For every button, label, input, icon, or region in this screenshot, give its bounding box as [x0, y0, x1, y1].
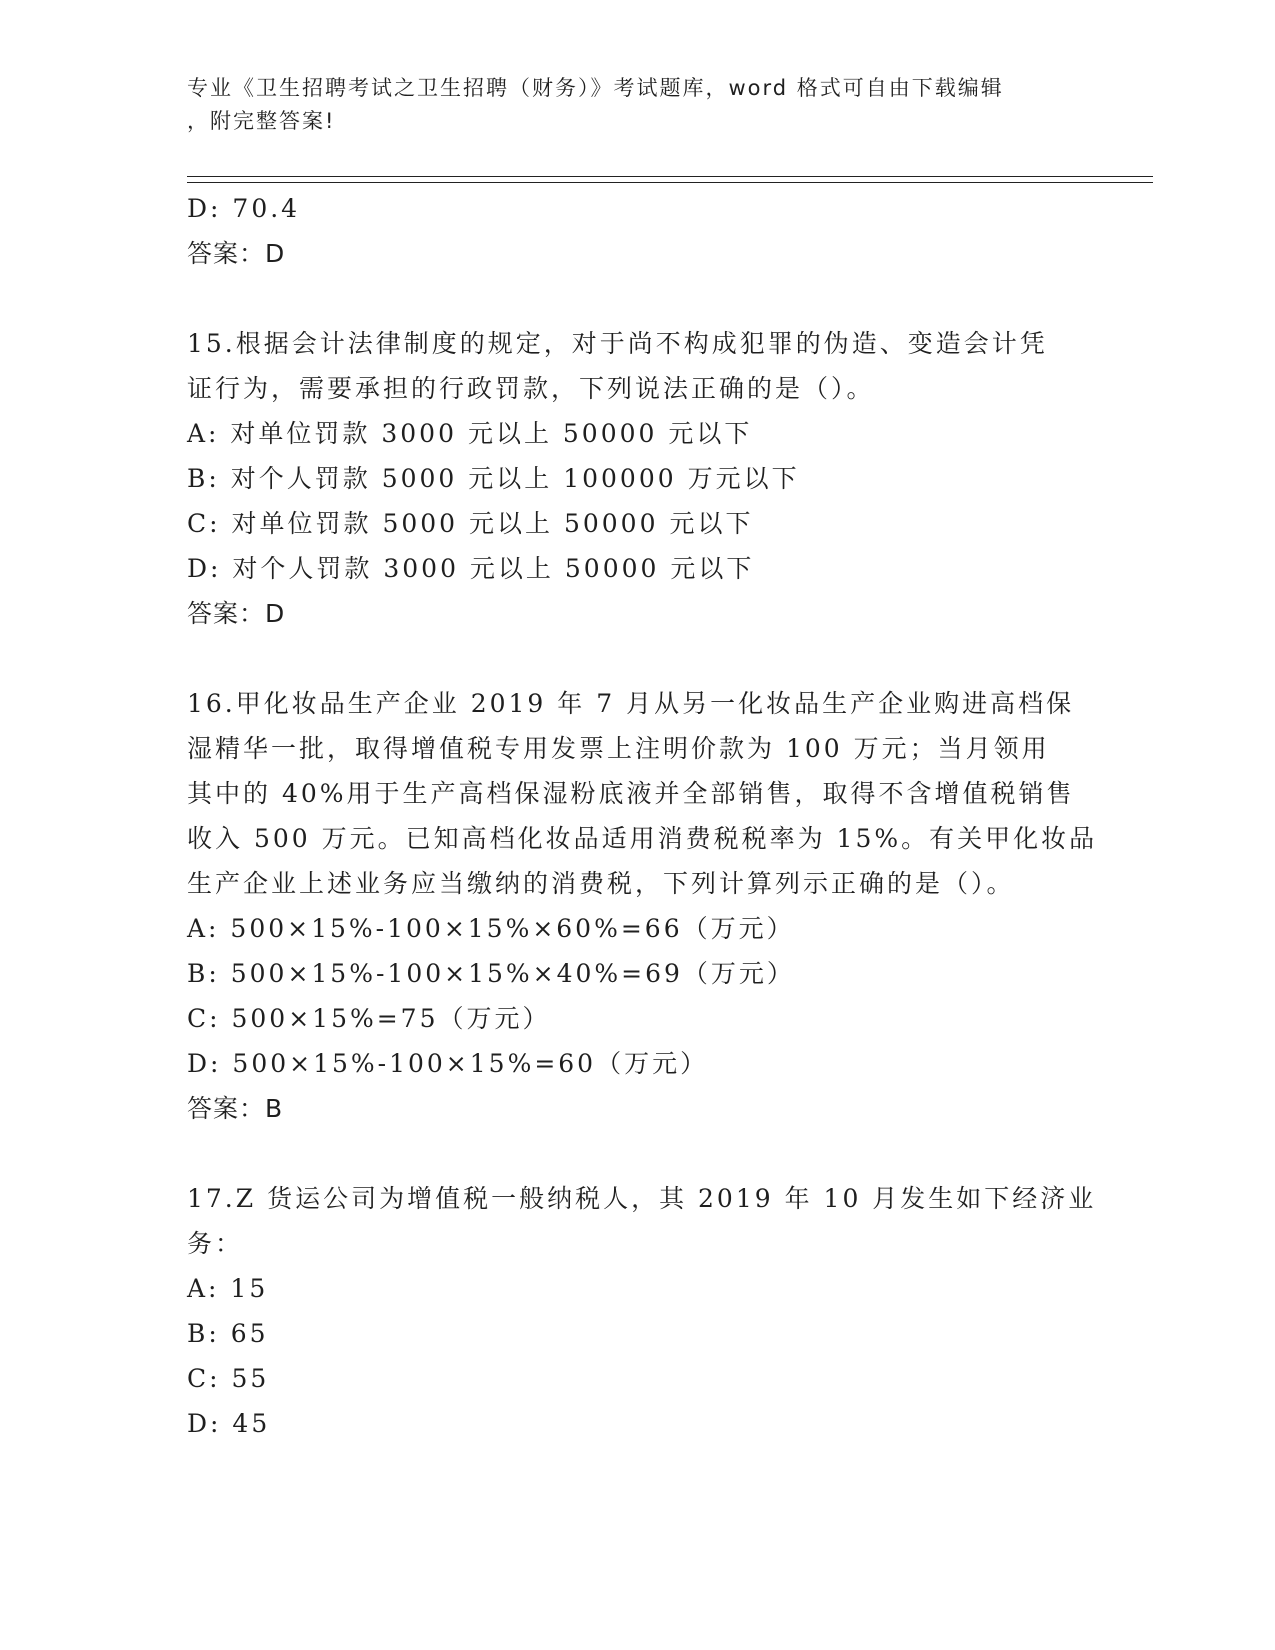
header-line-2: ，附完整答案!	[187, 109, 336, 133]
q16-option-b: B: 500×15%-100×15%×40%=69（万元）	[187, 959, 795, 988]
q17-option-d: D: 45	[187, 1409, 271, 1438]
q17-option-c: C: 55	[187, 1364, 270, 1393]
q16-stem-line-2: 湿精华一批，取得增值税专用发票上注明价款为 100 万元；当月领用	[187, 734, 1050, 763]
q17-stem-line-2: 务：	[187, 1229, 244, 1258]
q16-option-a: A: 500×15%-100×15%×60%=66（万元）	[187, 914, 795, 943]
q16-option-d: D: 500×15%-100×15%=60（万元）	[187, 1049, 709, 1078]
header-rule-bottom	[187, 182, 1153, 183]
question-14	[187, 186, 1087, 276]
q16-stem-line-1: 16.甲化妆品生产企业 2019 年 7 月从另一化妆品生产企业购进高档保	[187, 689, 1075, 718]
spacer	[187, 1131, 1087, 1176]
spacer	[187, 276, 1087, 321]
q17-option-a: A: 15	[187, 1274, 269, 1303]
document-header	[187, 72, 1067, 138]
q15-stem-line-1: 15.根据会计法律制度的规定，对于尚不构成犯罪的伪造、变造会计凭	[187, 329, 1048, 358]
q15-option-d: D: 对个人罚款 3000 元以上 50000 元以下	[187, 554, 755, 583]
header-rule-top	[187, 176, 1153, 177]
question-15	[187, 321, 1087, 636]
q16-stem-line-5: 生产企业上述业务应当缴纳的消费税，下列计算列示正确的是（）。	[187, 869, 1015, 898]
q17-option-b: B: 65	[187, 1319, 269, 1348]
q14-answer: 答案：D	[187, 239, 286, 268]
question-16	[187, 681, 1098, 1131]
q14-option-d: D: 70.4	[187, 194, 301, 223]
q16-option-c: C: 500×15%=75（万元）	[187, 1004, 551, 1033]
q15-answer: 答案：D	[187, 599, 286, 628]
spacer	[187, 636, 1087, 681]
document-body	[187, 186, 1098, 1446]
header-line-1: 专业《卫生招聘考试之卫生招聘（财务）》考试题库，word 格式可自由下载编辑	[187, 76, 1004, 100]
q16-stem-line-4: 收入 500 万元。已知高档化妆品适用消费税税率为 15%。有关甲化妆品	[187, 824, 1098, 853]
q15-option-c: C: 对单位罚款 5000 元以上 50000 元以下	[187, 509, 754, 538]
q16-answer: 答案：B	[187, 1094, 284, 1123]
q16-stem-line-3: 其中的 40%用于生产高档保湿粉底液并全部销售，取得不含增值税销售	[187, 779, 1075, 808]
q17-stem-line-1: 17.Z 货运公司为增值税一般纳税人，其 2019 年 10 月发生如下经济业	[187, 1184, 1097, 1213]
question-17	[187, 1176, 1097, 1446]
q15-option-b: B: 对个人罚款 5000 元以上 100000 万元以下	[187, 464, 800, 493]
q15-stem-line-2: 证行为，需要承担的行政罚款，下列说法正确的是（）。	[187, 374, 875, 403]
q15-option-a: A: 对单位罚款 3000 元以上 50000 元以下	[187, 419, 753, 448]
